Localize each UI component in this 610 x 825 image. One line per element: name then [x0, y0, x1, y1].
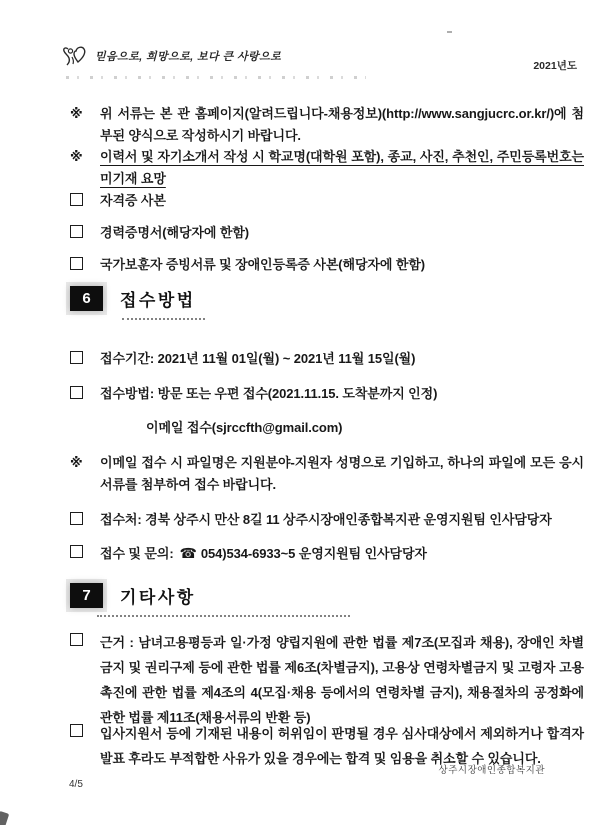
- legal-basis-item: [70, 630, 584, 730]
- apply-contact-item: [70, 542, 584, 565]
- footer-organization: 상주시장애인종합복지관: [438, 765, 545, 776]
- scan-corner-artifact: [0, 811, 9, 825]
- section-title: 접수방법: [120, 291, 196, 310]
- checklist-item-career: [70, 222, 584, 245]
- scan-noise-artifact: [66, 76, 366, 79]
- reference-mark-icon: ※: [70, 149, 83, 164]
- apply-address-text: 접수처: 경북 상주시 만산 8길 11 상주시장애인종합복지관 운영지원팀 인사담당자: [100, 512, 552, 527]
- checklist-item-label: 경력증명서(해당자에 한함): [100, 225, 250, 240]
- note-text: 이메일 접수 시 파일명은 지원분야-지원자 성명으로 기입하고, 하나의 파일에 모든 응시 서류를 첨부하여 접수 바랍니다.: [100, 455, 584, 492]
- checkbox-icon: [70, 386, 83, 399]
- note-text: 위 서류는 본 관 홈페이지(알려드립니다-채용정보)(http://www.sangjucrc.or.kr/)에 첨부된 양식으로 작성하시기 바랍니다.: [100, 106, 584, 143]
- note-resume-restrictions: [70, 146, 584, 190]
- checkbox-icon: [70, 257, 83, 270]
- legal-basis-text: 근거 : 남녀고용평등과 일·가정 양립지원에 관한 법률 제7조(모집과 채용), 장애인 차별금지 및 권리구제 등에 관한 법률 제6조(차별금지), 고용상 연령차별금지 및 고령자 고용촉진에 관한 법률 제4조의 4(모집·채용 등에서의 연령차별 금지), 채용절차의 공정화에 관한 법률 제11조(채용서류의 반환 등): [100, 635, 584, 725]
- section-underline-artifact: [122, 318, 205, 320]
- checkbox-icon: [70, 193, 83, 206]
- checkbox-icon: [70, 724, 83, 737]
- org-logo-icon: [62, 45, 88, 67]
- apply-period-text: 접수기간: 2021년 11월 01일(월) ~ 2021년 11월 15일(월): [100, 351, 416, 366]
- checkbox-icon: [70, 351, 83, 364]
- scan-speck-artifact: [447, 31, 452, 33]
- checklist-item-veteran: [70, 254, 584, 277]
- apply-email-text: 이메일 접수(sjrccfth@gmail.com): [146, 420, 343, 435]
- contact-value: 054)534-6933~5 운영지원팀 인사담당자: [200, 546, 427, 561]
- checkbox-icon: [70, 225, 83, 238]
- checklist-item-label: 자격증 사본: [100, 193, 166, 208]
- email-filename-note: [70, 452, 584, 496]
- reference-mark-icon: ※: [70, 106, 83, 121]
- checkbox-icon: [70, 512, 83, 525]
- page-number: 4/5: [69, 779, 83, 790]
- section-number-badge: 7: [70, 583, 103, 608]
- note-form-download: [70, 103, 584, 147]
- section-number-badge: 6: [70, 286, 103, 311]
- contact-label: 접수 및 문의:: [100, 546, 174, 561]
- phone-icon: ☎: [179, 545, 197, 561]
- section-header-etc: [70, 583, 584, 608]
- apply-address-item: [70, 509, 584, 532]
- header-slogan: 믿음으로, 희망으로, 보다 큰 사랑으로: [95, 51, 282, 63]
- apply-method-text: 접수방법: 방문 또는 우편 접수(2021.11.15. 도착분까지 인정): [100, 386, 438, 401]
- apply-contact-text: [100, 542, 584, 565]
- section-title: 기타사항: [120, 588, 196, 607]
- note-text-underlined: 이력서 및 자기소개서 작성 시 학교명(대학원 포함), 종교, 사진, 추천인, 주민등록번호는 미기재 요망: [100, 149, 584, 186]
- section-header-apply: [70, 286, 584, 311]
- checklist-item-license: [70, 190, 584, 213]
- apply-period-item: [70, 348, 584, 371]
- checklist-item-label: 국가보훈자 증빙서류 및 장애인등록증 사본(해당자에 한함): [100, 257, 426, 272]
- section-underline-artifact: [97, 615, 350, 617]
- year-label: 2021년도: [533, 60, 577, 72]
- disclaimer-text: 입사지원서 등에 기재된 내용이 허위임이 판명될 경우 심사대상에서 제외하거나 합격자 발표 후라도 부적합한 사유가 있을 경우에는 합격 및 임용을 취소할 수 있습니다.: [100, 726, 584, 766]
- checkbox-icon: [70, 545, 83, 558]
- checkbox-icon: [70, 633, 83, 646]
- reference-mark-icon: ※: [70, 455, 83, 470]
- header-brand: [62, 45, 281, 67]
- apply-method-item: [70, 383, 584, 406]
